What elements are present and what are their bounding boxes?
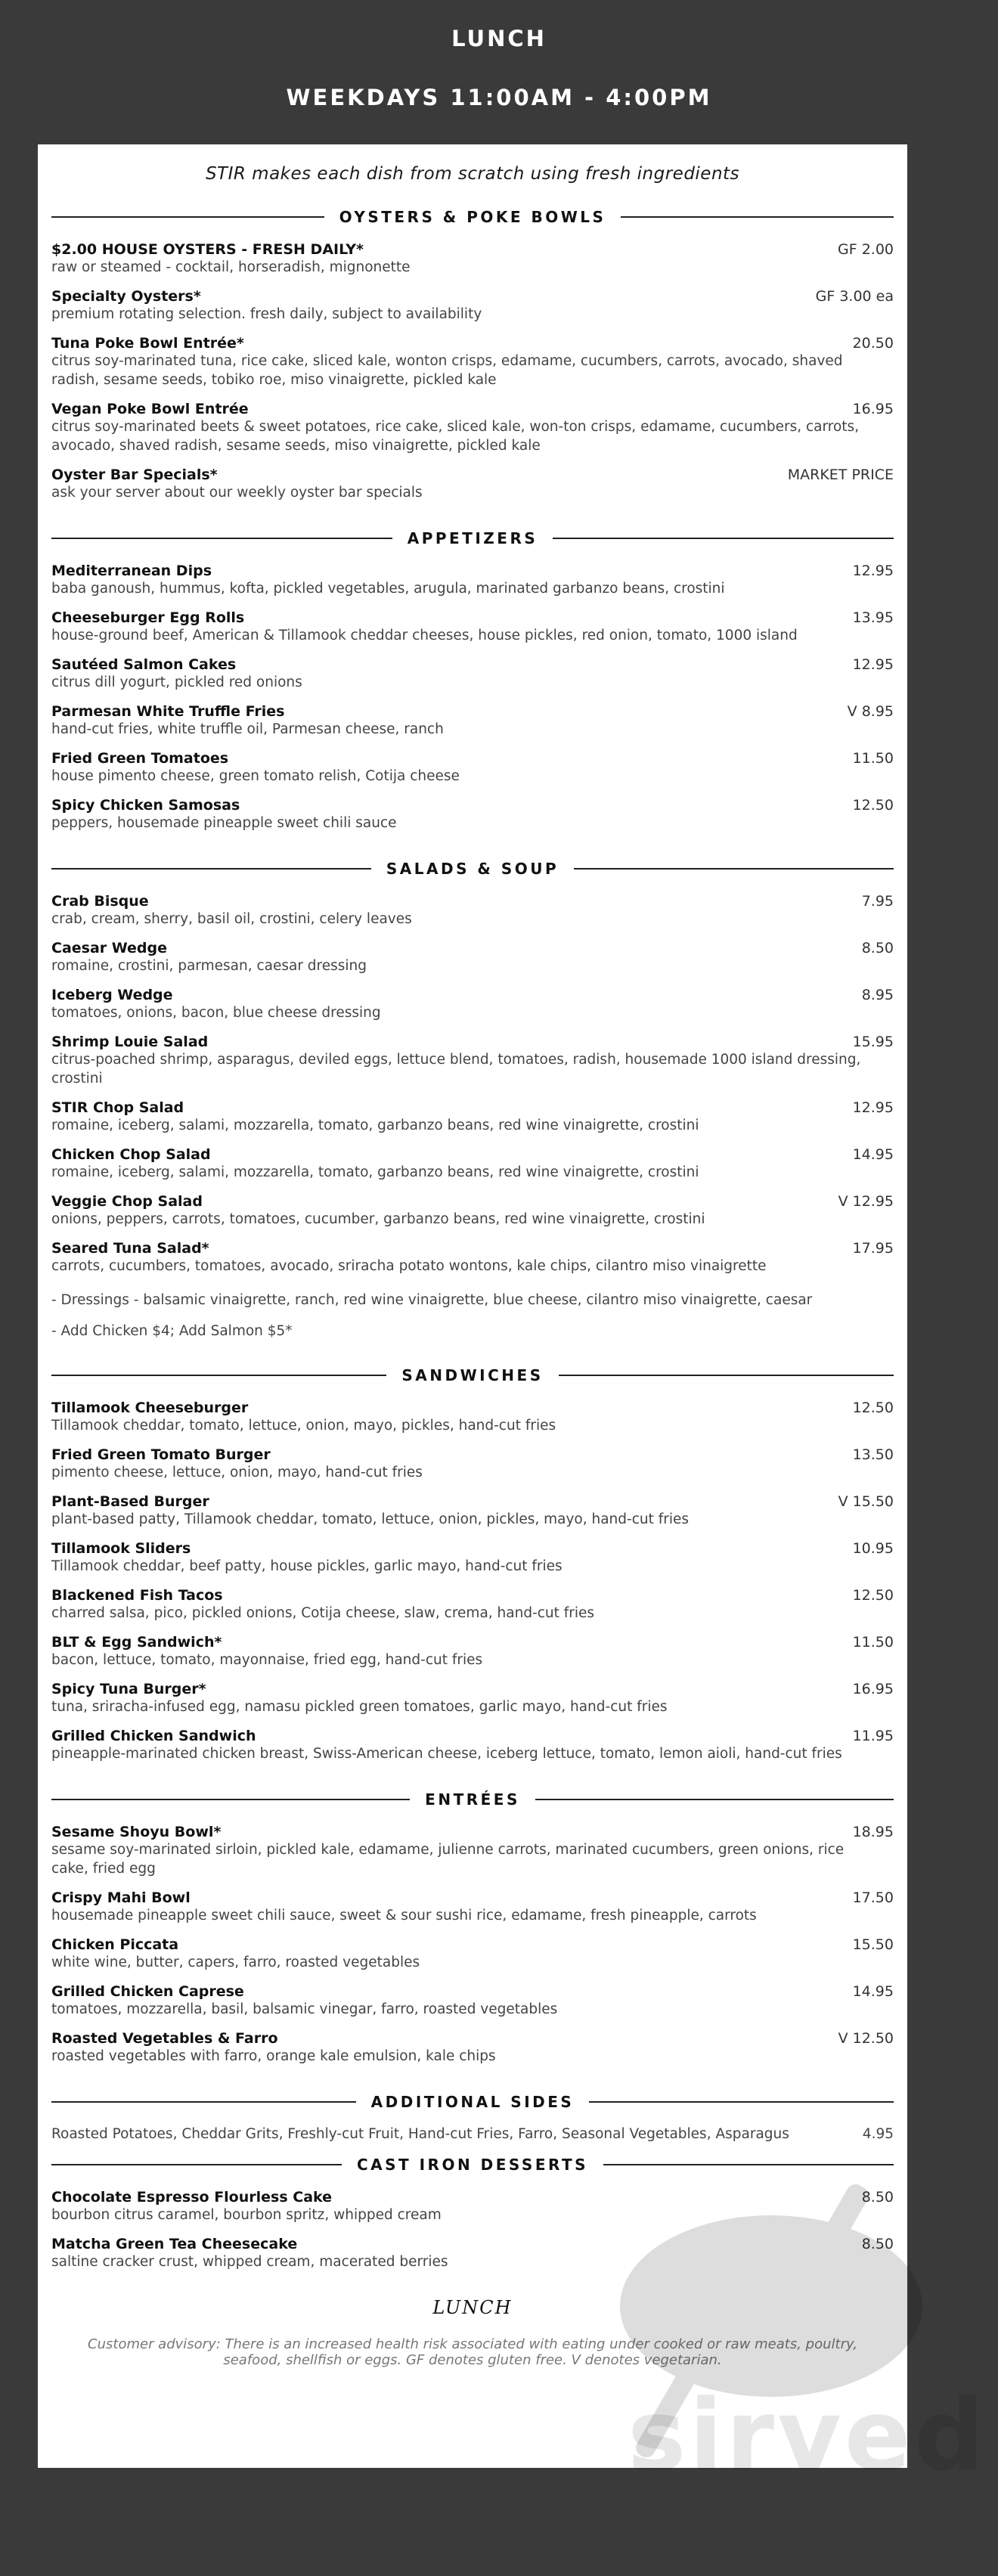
menu-item-price: 8.50: [861, 2189, 894, 2206]
menu-section: [51, 208, 894, 502]
menu-section: [51, 529, 894, 832]
menu-item-header: [51, 987, 894, 1003]
menu-section: [51, 860, 894, 1339]
menu-sections: [38, 208, 907, 2066]
menu-item: [51, 1936, 894, 1972]
section-title: ENTRÉES: [425, 1790, 520, 1809]
menu-item-price: 17.95: [852, 1240, 894, 1257]
menu-section: [51, 1366, 894, 1763]
menu-item-name: Fried Green Tomato Burger: [51, 1446, 271, 1463]
menu-item-header: [51, 467, 894, 483]
divider: [621, 216, 894, 218]
menu-item-name: Tuna Poke Bowl Entrée*: [51, 335, 244, 352]
menu-item-price: 16.95: [852, 401, 894, 417]
watermark-text: sirved: [628, 2378, 988, 2493]
section-header: [51, 1790, 894, 1809]
menu-item-name: Oyster Bar Specials*: [51, 467, 218, 483]
menu-item-header: [51, 401, 894, 417]
menu-item-description: romaine, iceberg, salami, mozzarella, tomato, garbanzo beans, red wine vinaigrette, crostini: [51, 1118, 699, 1133]
menu-item-header: [51, 2189, 894, 2206]
menu-item-header: [51, 750, 894, 767]
menu-item-name: $2.00 HOUSE OYSTERS - FRESH DAILY*: [51, 241, 364, 258]
menu-item: [51, 1728, 894, 1763]
menu-item-name: Crispy Mahi Bowl: [51, 1889, 191, 1906]
menu-item: [51, 467, 894, 502]
menu-section: [51, 1790, 894, 2066]
menu-item-header: [51, 1824, 894, 1840]
menu-item: [51, 1493, 894, 1529]
menu-item-header: [51, 940, 894, 956]
sides-list: Roasted Potatoes, Cheddar Grits, Freshly-cut Fruit, Hand-cut Fries, Farro, Seasonal Vegetables, Asparagus: [51, 2126, 789, 2142]
menu-item: [51, 1146, 894, 1182]
menu-item: [51, 1400, 894, 1435]
menu-item-price: 14.95: [852, 1983, 894, 2000]
menu-item-description: bacon, lettuce, tomato, mayonnaise, fried egg, hand-cut fries: [51, 1652, 483, 1668]
menu-paper: [38, 144, 907, 2468]
menu-item: [51, 1983, 894, 2019]
menu-item-price: 11.50: [852, 750, 894, 767]
menu-item-header: [51, 1681, 894, 1697]
menu-item: [51, 1446, 894, 1482]
menu-item-description: white wine, butter, capers, farro, roasted vegetables: [51, 1954, 420, 1970]
menu-item-header: [51, 1889, 894, 1906]
menu-item-description: tomatoes, mozzarella, basil, balsamic vinegar, farro, roasted vegetables: [51, 2001, 558, 2017]
menu-item-header: [51, 1936, 894, 1953]
menu-item-name: Blackened Fish Tacos: [51, 1587, 223, 1604]
menu-item-header: [51, 335, 894, 352]
menu-item: [51, 288, 894, 324]
menu-item-price: 12.95: [852, 563, 894, 579]
menu-item-price: 8.95: [861, 987, 894, 1003]
menu-item: [51, 1240, 894, 1276]
divider: [535, 1799, 894, 1800]
menu-item-description: citrus soy-marinated tuna, rice cake, sliced kale, wonton crisps, edamame, cucumbers, carrots, avocado, shaved radish, sesame seeds, tobiko roe, miso vinaigrette, pickled kale: [51, 353, 843, 388]
menu-item-price: 15.95: [852, 1034, 894, 1050]
menu-item-description: romaine, crostini, parmesan, caesar dressing: [51, 958, 367, 974]
tagline: STIR makes each dish from scratch using fresh ingredients: [205, 164, 740, 184]
divider: [574, 868, 894, 870]
menu-item-header: [51, 1493, 894, 1510]
menu-item-name: Sautéed Salmon Cakes: [51, 656, 237, 673]
menu-item-header: [51, 1240, 894, 1257]
menu-item-description: roasted vegetables with farro, orange kale emulsion, kale chips: [51, 2048, 496, 2064]
menu-item: [51, 2030, 894, 2066]
menu-item-header: [51, 1587, 894, 1604]
menu-hours: WEEKDAYS 11:00AM - 4:00PM: [286, 85, 712, 110]
menu-item-price: 12.50: [852, 1400, 894, 1416]
menu-item-header: [51, 1193, 894, 1210]
section-title: CAST IRON DESSERTS: [356, 2156, 589, 2174]
section-header: [51, 1366, 894, 1384]
menu-item-name: BLT & Egg Sandwich*: [51, 1634, 222, 1651]
menu-item-description: bourbon citrus caramel, bourbon spritz, whipped cream: [51, 2207, 442, 2223]
menu-item-header: [51, 1728, 894, 1744]
menu-item-price: 8.50: [861, 2236, 894, 2252]
menu-item-name: Chocolate Espresso Flourless Cake: [51, 2189, 333, 2206]
menu-item-price: 20.50: [852, 335, 894, 352]
menu-item-price: 12.50: [852, 797, 894, 814]
menu-item: [51, 1193, 894, 1229]
dessert-items: [51, 2189, 894, 2271]
menu-item-description: raw or steamed - cocktail, horseradish, mignonette: [51, 259, 411, 275]
menu-item-name: Chicken Piccata: [51, 1936, 179, 1953]
menu-item: [51, 893, 894, 928]
menu-item-header: [51, 1400, 894, 1416]
customer-advisory: Customer advisory: There is an increased health risk associated with eating under cooked or raw meats, poultry, seafood, shellfish or eggs. GF denotes gluten free. V denotes vegetarian.: [88, 2336, 857, 2368]
menu-item-header: [51, 2236, 894, 2252]
menu-item-price: 16.95: [852, 1681, 894, 1697]
menu-item-price: 14.95: [852, 1146, 894, 1163]
menu-item-header: [51, 563, 894, 579]
menu-item-name: Spicy Tuna Burger*: [51, 1681, 206, 1697]
menu-item-header: [51, 241, 894, 258]
menu-item-description: saltine cracker crust, whipped cream, macerated berries: [51, 2254, 448, 2270]
menu-item-price: 11.95: [852, 1728, 894, 1744]
divider: [51, 2164, 342, 2165]
menu-item-description: housemade pineapple sweet chili sauce, sweet & sour sushi rice, edamame, fresh pineapple, carrots: [51, 1908, 757, 1923]
section-title: SANDWICHES: [401, 1366, 544, 1384]
menu-item: [51, 1034, 894, 1088]
menu-item-description: premium rotating selection. fresh daily, subject to availability: [51, 306, 482, 322]
menu-item-price: 18.95: [852, 1824, 894, 1840]
menu-item-description: tomatoes, onions, bacon, blue cheese dressing: [51, 1005, 381, 1021]
menu-item-header: [51, 893, 894, 910]
menu-item: [51, 609, 894, 645]
menu-item-name: Shrimp Louie Salad: [51, 1034, 209, 1050]
menu-item-header: [51, 609, 894, 626]
sides-price: 4.95: [862, 2126, 894, 2142]
menu-title: LUNCH: [451, 26, 547, 51]
menu-item-name: Chicken Chop Salad: [51, 1146, 211, 1163]
menu-item-description: ask your server about our weekly oyster bar specials: [51, 485, 423, 501]
menu-item-header: [51, 1634, 894, 1651]
menu-item: [51, 2236, 894, 2271]
menu-item-price: 17.50: [852, 1889, 894, 1906]
menu-item-price: 13.95: [852, 609, 894, 626]
menu-item: [51, 797, 894, 832]
menu-item-price: 10.95: [852, 1540, 894, 1557]
menu-item-description: baba ganoush, hummus, kofta, pickled vegetables, arugula, marinated garbanzo beans, crostini: [51, 581, 725, 597]
menu-item-price: 7.95: [861, 893, 894, 910]
desserts-section: [38, 2156, 907, 2271]
menu-item-header: [51, 656, 894, 673]
menu-item-description: pimento cheese, lettuce, onion, mayo, hand-cut fries: [51, 1465, 423, 1480]
menu-item-description: carrots, cucumbers, tomatoes, avocado, sriracha potato wontons, kale chips, cilantro miso vinaigrette: [51, 1258, 767, 1274]
sides-section: [38, 2093, 907, 2142]
menu-item-header: [51, 1099, 894, 1116]
section-title: APPETIZERS: [407, 529, 538, 547]
menu-item: [51, 335, 894, 389]
menu-item: [51, 1889, 894, 1925]
menu-item-name: STIR Chop Salad: [51, 1099, 184, 1116]
menu-item-price: GF 3.00 ea: [815, 288, 894, 305]
menu-item-price: 13.50: [852, 1446, 894, 1463]
section-title: OYSTERS & POKE BOWLS: [339, 208, 606, 226]
menu-item-price: V 12.50: [838, 2030, 894, 2047]
menu-item: [51, 2189, 894, 2224]
section-header: [51, 860, 894, 878]
menu-item-price: V 8.95: [847, 703, 894, 720]
menu-item-description: onions, peppers, carrots, tomatoes, cucumber, garbanzo beans, red wine vinaigrette, crostini: [51, 1211, 705, 1227]
divider: [553, 538, 894, 539]
menu-item-description: hand-cut fries, white truffle oil, Parmesan cheese, ranch: [51, 721, 444, 737]
menu-item-description: house pimento cheese, green tomato relish, Cotija cheese: [51, 768, 460, 784]
menu-item-price: 11.50: [852, 1634, 894, 1651]
divider: [603, 2164, 894, 2165]
menu-item-name: Plant-Based Burger: [51, 1493, 209, 1510]
menu-item-header: [51, 1540, 894, 1557]
menu-item-header: [51, 797, 894, 814]
menu-item-price: 8.50: [861, 940, 894, 956]
menu-item-name: Specialty Oysters*: [51, 288, 201, 305]
menu-item: [51, 401, 894, 455]
menu-item-price: 12.50: [852, 1587, 894, 1604]
menu-item-header: [51, 2030, 894, 2047]
menu-item-description: tuna, sriracha-infused egg, namasu pickled green tomatoes, garlic mayo, hand-cut fries: [51, 1699, 668, 1715]
menu-item-name: Roasted Vegetables & Farro: [51, 2030, 278, 2047]
menu-item-description: citrus soy-marinated beets & sweet potatoes, rice cake, sliced kale, won-ton crisps, edamame, cucumbers, carrots, avocado, shaved radish, sesame seeds, miso vinaigrette, pickled kale: [51, 419, 860, 454]
menu-item: [51, 1099, 894, 1135]
menu-item-header: [51, 1146, 894, 1163]
section-note: - Add Chicken $4; Add Salmon $5*: [51, 1323, 293, 1339]
menu-item-price: V 15.50: [838, 1493, 894, 1510]
menu-item-price: 15.50: [852, 1936, 894, 1953]
menu-item-name: Tillamook Cheeseburger: [51, 1400, 249, 1416]
footer-label: LUNCH: [432, 2297, 513, 2318]
menu-item: [51, 987, 894, 1022]
menu-item-name: Fried Green Tomatoes: [51, 750, 229, 767]
menu-item-name: Crab Bisque: [51, 893, 149, 910]
section-header: [51, 529, 894, 547]
menu-item-price: MARKET PRICE: [787, 467, 894, 483]
menu-item-name: Mediterranean Dips: [51, 563, 212, 579]
divider: [51, 868, 371, 870]
menu-item-header: [51, 1983, 894, 2000]
menu-item-price: 12.95: [852, 1099, 894, 1116]
menu-item-description: peppers, housemade pineapple sweet chili sauce: [51, 815, 397, 831]
menu-item-name: Matcha Green Tea Cheesecake: [51, 2236, 298, 2252]
menu-item: [51, 241, 894, 277]
menu-item-description: pineapple-marinated chicken breast, Swiss-American cheese, iceberg lettuce, tomato, lemon aioli, hand-cut fries: [51, 1746, 842, 1762]
menu-item-description: charred salsa, pico, pickled onions, Cotija cheese, slaw, crema, hand-cut fries: [51, 1605, 595, 1621]
menu-item-name: Seared Tuna Salad*: [51, 1240, 209, 1257]
menu-item-description: Tillamook cheddar, beef patty, house pickles, garlic mayo, hand-cut fries: [51, 1558, 563, 1574]
divider: [51, 216, 324, 218]
menu-item-price: GF 2.00: [838, 241, 894, 258]
menu-item-description: house-ground beef, American & Tillamook cheddar cheeses, house pickles, red onion, tomato, 1000 island: [51, 628, 798, 643]
section-title: SALADS & SOUP: [386, 860, 559, 878]
menu-item-name: Veggie Chop Salad: [51, 1193, 203, 1210]
menu-item-name: Vegan Poke Bowl Entrée: [51, 401, 249, 417]
section-note: - Dressings - balsamic vinaigrette, ranch, red wine vinaigrette, blue cheese, cilantro miso vinaigrette, caesar: [51, 1292, 813, 1308]
menu-item: [51, 1681, 894, 1716]
menu-item-name: Cheeseburger Egg Rolls: [51, 609, 245, 626]
menu-item-header: [51, 1034, 894, 1050]
section-header: [51, 2156, 894, 2174]
menu-item-description: citrus dill yogurt, pickled red onions: [51, 674, 302, 690]
menu-item-name: Tillamook Sliders: [51, 1540, 191, 1557]
menu-item-name: Caesar Wedge: [51, 940, 168, 956]
menu-item: [51, 1587, 894, 1623]
divider: [51, 1375, 386, 1376]
menu-item-name: Sesame Shoyu Bowl*: [51, 1824, 222, 1840]
menu-item: [51, 750, 894, 786]
menu-item-name: Parmesan White Truffle Fries: [51, 703, 285, 720]
section-header: [51, 208, 894, 226]
sides-row: [51, 2126, 894, 2142]
menu-item-name: Grilled Chicken Sandwich: [51, 1728, 256, 1744]
menu-item: [51, 656, 894, 692]
menu-item: [51, 940, 894, 975]
menu-item-description: plant-based patty, Tillamook cheddar, tomato, lettuce, onion, pickles, mayo, hand-cut fries: [51, 1511, 690, 1527]
menu-item-description: sesame soy-marinated sirloin, pickled kale, edamame, julienne carrots, marinated cucumbers, green onions, rice cake, fried egg: [51, 1842, 845, 1877]
menu-item-description: Tillamook cheddar, tomato, lettuce, onion, mayo, pickles, hand-cut fries: [51, 1418, 556, 1434]
menu-item-description: crab, cream, sherry, basil oil, crostini, celery leaves: [51, 911, 412, 927]
menu-item-description: romaine, iceberg, salami, mozzarella, tomato, garbanzo beans, red wine vinaigrette, crostini: [51, 1164, 699, 1180]
menu-item-price: V 12.95: [838, 1193, 894, 1210]
menu-item-name: Grilled Chicken Caprese: [51, 1983, 244, 2000]
menu-item-header: [51, 288, 894, 305]
menu-item-name: Iceberg Wedge: [51, 987, 173, 1003]
menu-item-header: [51, 703, 894, 720]
divider: [51, 2101, 356, 2103]
menu-item: [51, 1540, 894, 1576]
menu-item: [51, 1824, 894, 1878]
menu-item-price: 12.95: [852, 656, 894, 673]
menu-item: [51, 703, 894, 739]
menu-item: [51, 1634, 894, 1669]
section-header: [51, 2093, 894, 2111]
divider: [559, 1375, 894, 1376]
divider: [51, 538, 392, 539]
menu-item-header: [51, 1446, 894, 1463]
section-title: ADDITIONAL SIDES: [370, 2093, 575, 2111]
menu-item-name: Spicy Chicken Samosas: [51, 797, 240, 814]
menu-item: [51, 563, 894, 598]
divider: [51, 1799, 410, 1800]
divider: [589, 2101, 894, 2103]
menu-item-description: citrus-poached shrimp, asparagus, deviled eggs, lettuce blend, tomatoes, radish, housemade 1000 island dressing, crostini: [51, 1052, 861, 1087]
